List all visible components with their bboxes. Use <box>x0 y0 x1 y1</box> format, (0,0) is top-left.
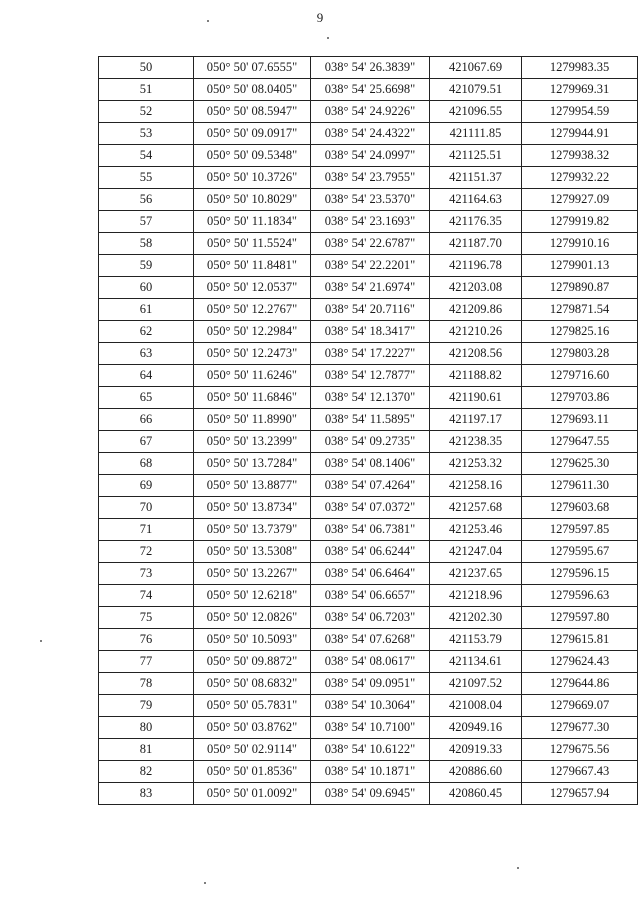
x-coordinate-cell: 421210.26 <box>430 321 522 343</box>
longitude-cell: 038° 54' 18.3417" <box>311 321 430 343</box>
longitude-cell: 038° 54' 12.7877" <box>311 365 430 387</box>
latitude-cell: 050° 50' 08.6832" <box>194 673 311 695</box>
point-number-cell: 71 <box>99 519 194 541</box>
longitude-cell: 038° 54' 12.1370" <box>311 387 430 409</box>
latitude-cell: 050° 50' 10.3726" <box>194 167 311 189</box>
longitude-cell: 038° 54' 25.6698" <box>311 79 430 101</box>
table-row <box>99 651 638 673</box>
y-coordinate-cell: 1279932.22 <box>522 167 638 189</box>
longitude-cell: 038° 54' 10.7100" <box>311 717 430 739</box>
table-row <box>99 475 638 497</box>
latitude-cell: 050° 50' 09.5348" <box>194 145 311 167</box>
scan-speck <box>40 640 42 642</box>
latitude-cell: 050° 50' 07.6555" <box>194 57 311 79</box>
x-coordinate-cell: 421096.55 <box>430 101 522 123</box>
x-coordinate-cell: 421203.08 <box>430 277 522 299</box>
x-coordinate-cell: 421153.79 <box>430 629 522 651</box>
point-number-cell: 52 <box>99 101 194 123</box>
point-number-cell: 50 <box>99 57 194 79</box>
longitude-cell: 038° 54' 24.9226" <box>311 101 430 123</box>
x-coordinate-cell: 421125.51 <box>430 145 522 167</box>
latitude-cell: 050° 50' 12.6218" <box>194 585 311 607</box>
point-number-cell: 68 <box>99 453 194 475</box>
y-coordinate-cell: 1279944.91 <box>522 123 638 145</box>
table-row <box>99 255 638 277</box>
point-number-cell: 75 <box>99 607 194 629</box>
longitude-cell: 038° 54' 08.1406" <box>311 453 430 475</box>
table-row <box>99 189 638 211</box>
longitude-cell: 038° 54' 22.6787" <box>311 233 430 255</box>
point-number-cell: 59 <box>99 255 194 277</box>
y-coordinate-cell: 1279667.43 <box>522 761 638 783</box>
latitude-cell: 050° 50' 13.8877" <box>194 475 311 497</box>
point-number-cell: 55 <box>99 167 194 189</box>
point-number-cell: 63 <box>99 343 194 365</box>
y-coordinate-cell: 1279703.86 <box>522 387 638 409</box>
latitude-cell: 050° 50' 13.2399" <box>194 431 311 453</box>
x-coordinate-cell: 421097.52 <box>430 673 522 695</box>
table-row <box>99 299 638 321</box>
table-row <box>99 563 638 585</box>
point-number-cell: 79 <box>99 695 194 717</box>
x-coordinate-cell: 420886.60 <box>430 761 522 783</box>
x-coordinate-cell: 421196.78 <box>430 255 522 277</box>
x-coordinate-cell: 420949.16 <box>430 717 522 739</box>
x-coordinate-cell: 421218.96 <box>430 585 522 607</box>
x-coordinate-cell: 421067.69 <box>430 57 522 79</box>
longitude-cell: 038° 54' 08.0617" <box>311 651 430 673</box>
table-row <box>99 519 638 541</box>
latitude-cell: 050° 50' 09.0917" <box>194 123 311 145</box>
table-row <box>99 739 638 761</box>
table-row <box>99 673 638 695</box>
point-number-cell: 65 <box>99 387 194 409</box>
scan-speck <box>204 882 206 884</box>
y-coordinate-cell: 1279597.85 <box>522 519 638 541</box>
page-number: 9 <box>316 10 324 25</box>
longitude-cell: 038° 54' 06.6244" <box>311 541 430 563</box>
latitude-cell: 050° 50' 12.0826" <box>194 607 311 629</box>
table-row <box>99 387 638 409</box>
y-coordinate-cell: 1279910.16 <box>522 233 638 255</box>
table-row <box>99 607 638 629</box>
table-row <box>99 211 638 233</box>
y-coordinate-cell: 1279675.56 <box>522 739 638 761</box>
point-number-cell: 57 <box>99 211 194 233</box>
point-number-cell: 66 <box>99 409 194 431</box>
latitude-cell: 050° 50' 12.2767" <box>194 299 311 321</box>
longitude-cell: 038° 54' 07.0372" <box>311 497 430 519</box>
x-coordinate-cell: 421187.70 <box>430 233 522 255</box>
longitude-cell: 038° 54' 10.6122" <box>311 739 430 761</box>
latitude-cell: 050° 50' 11.8481" <box>194 255 311 277</box>
x-coordinate-cell: 421247.04 <box>430 541 522 563</box>
y-coordinate-cell: 1279693.11 <box>522 409 638 431</box>
table-row <box>99 79 638 101</box>
point-number-cell: 72 <box>99 541 194 563</box>
latitude-cell: 050° 50' 13.8734" <box>194 497 311 519</box>
y-coordinate-cell: 1279901.13 <box>522 255 638 277</box>
latitude-cell: 050° 50' 11.6846" <box>194 387 311 409</box>
latitude-cell: 050° 50' 11.8990" <box>194 409 311 431</box>
latitude-cell: 050° 50' 13.7379" <box>194 519 311 541</box>
point-number-cell: 78 <box>99 673 194 695</box>
point-number-cell: 51 <box>99 79 194 101</box>
longitude-cell: 038° 54' 24.4322" <box>311 123 430 145</box>
x-coordinate-cell: 421253.32 <box>430 453 522 475</box>
y-coordinate-cell: 1279919.82 <box>522 211 638 233</box>
latitude-cell: 050° 50' 12.2984" <box>194 321 311 343</box>
scan-speck <box>207 20 209 22</box>
longitude-cell: 038° 54' 17.2227" <box>311 343 430 365</box>
table-row <box>99 497 638 519</box>
table-row <box>99 343 638 365</box>
point-number-cell: 67 <box>99 431 194 453</box>
x-coordinate-cell: 421197.17 <box>430 409 522 431</box>
x-coordinate-cell: 421253.46 <box>430 519 522 541</box>
x-coordinate-cell: 421134.61 <box>430 651 522 673</box>
y-coordinate-cell: 1279871.54 <box>522 299 638 321</box>
table-row <box>99 145 638 167</box>
x-coordinate-cell: 421176.35 <box>430 211 522 233</box>
longitude-cell: 038° 54' 24.0997" <box>311 145 430 167</box>
latitude-cell: 050° 50' 13.7284" <box>194 453 311 475</box>
latitude-cell: 050° 50' 01.8536" <box>194 761 311 783</box>
longitude-cell: 038° 54' 07.6268" <box>311 629 430 651</box>
y-coordinate-cell: 1279954.59 <box>522 101 638 123</box>
latitude-cell: 050° 50' 13.5308" <box>194 541 311 563</box>
table-row <box>99 783 638 805</box>
x-coordinate-cell: 421190.61 <box>430 387 522 409</box>
point-number-cell: 83 <box>99 783 194 805</box>
longitude-cell: 038° 54' 23.1693" <box>311 211 430 233</box>
latitude-cell: 050° 50' 08.5947" <box>194 101 311 123</box>
y-coordinate-cell: 1279615.81 <box>522 629 638 651</box>
y-coordinate-cell: 1279624.43 <box>522 651 638 673</box>
longitude-cell: 038° 54' 06.7381" <box>311 519 430 541</box>
longitude-cell: 038° 54' 11.5895" <box>311 409 430 431</box>
longitude-cell: 038° 54' 22.2201" <box>311 255 430 277</box>
point-number-cell: 82 <box>99 761 194 783</box>
latitude-cell: 050° 50' 09.8872" <box>194 651 311 673</box>
x-coordinate-cell: 421151.37 <box>430 167 522 189</box>
table-row <box>99 409 638 431</box>
longitude-cell: 038° 54' 23.5370" <box>311 189 430 211</box>
table-row <box>99 57 638 79</box>
point-number-cell: 58 <box>99 233 194 255</box>
x-coordinate-cell: 421008.04 <box>430 695 522 717</box>
latitude-cell: 050° 50' 12.2473" <box>194 343 311 365</box>
y-coordinate-cell: 1279669.07 <box>522 695 638 717</box>
latitude-cell: 050° 50' 01.0092" <box>194 783 311 805</box>
longitude-cell: 038° 54' 20.7116" <box>311 299 430 321</box>
latitude-cell: 050° 50' 10.8029" <box>194 189 311 211</box>
longitude-cell: 038° 54' 10.1871" <box>311 761 430 783</box>
y-coordinate-cell: 1279983.35 <box>522 57 638 79</box>
table-row <box>99 761 638 783</box>
table-row <box>99 717 638 739</box>
latitude-cell: 050° 50' 11.5524" <box>194 233 311 255</box>
coordinates-table <box>98 56 638 805</box>
point-number-cell: 70 <box>99 497 194 519</box>
latitude-cell: 050° 50' 13.2267" <box>194 563 311 585</box>
point-number-cell: 73 <box>99 563 194 585</box>
table-row <box>99 431 638 453</box>
table-row <box>99 629 638 651</box>
latitude-cell: 050° 50' 11.6246" <box>194 365 311 387</box>
latitude-cell: 050° 50' 12.0537" <box>194 277 311 299</box>
x-coordinate-cell: 421208.56 <box>430 343 522 365</box>
y-coordinate-cell: 1279657.94 <box>522 783 638 805</box>
x-coordinate-cell: 420860.45 <box>430 783 522 805</box>
longitude-cell: 038° 54' 10.3064" <box>311 695 430 717</box>
table-row <box>99 541 638 563</box>
y-coordinate-cell: 1279596.15 <box>522 563 638 585</box>
y-coordinate-cell: 1279927.09 <box>522 189 638 211</box>
point-number-cell: 62 <box>99 321 194 343</box>
x-coordinate-cell: 421188.82 <box>430 365 522 387</box>
table-row <box>99 101 638 123</box>
y-coordinate-cell: 1279603.68 <box>522 497 638 519</box>
x-coordinate-cell: 421257.68 <box>430 497 522 519</box>
y-coordinate-cell: 1279644.86 <box>522 673 638 695</box>
point-number-cell: 77 <box>99 651 194 673</box>
table-row <box>99 277 638 299</box>
y-coordinate-cell: 1279625.30 <box>522 453 638 475</box>
point-number-cell: 69 <box>99 475 194 497</box>
table-row <box>99 695 638 717</box>
table-row <box>99 123 638 145</box>
point-number-cell: 81 <box>99 739 194 761</box>
y-coordinate-cell: 1279611.30 <box>522 475 638 497</box>
latitude-cell: 050° 50' 03.8762" <box>194 717 311 739</box>
longitude-cell: 038° 54' 21.6974" <box>311 277 430 299</box>
table-row <box>99 321 638 343</box>
table-row <box>99 585 638 607</box>
latitude-cell: 050° 50' 02.9114" <box>194 739 311 761</box>
y-coordinate-cell: 1279595.67 <box>522 541 638 563</box>
longitude-cell: 038° 54' 06.6657" <box>311 585 430 607</box>
latitude-cell: 050° 50' 10.5093" <box>194 629 311 651</box>
scan-speck <box>517 867 519 869</box>
y-coordinate-cell: 1279677.30 <box>522 717 638 739</box>
x-coordinate-cell: 421111.85 <box>430 123 522 145</box>
longitude-cell: 038° 54' 06.7203" <box>311 607 430 629</box>
table-row <box>99 233 638 255</box>
y-coordinate-cell: 1279890.87 <box>522 277 638 299</box>
table-row <box>99 453 638 475</box>
longitude-cell: 038° 54' 06.6464" <box>311 563 430 585</box>
latitude-cell: 050° 50' 05.7831" <box>194 695 311 717</box>
point-number-cell: 60 <box>99 277 194 299</box>
point-number-cell: 53 <box>99 123 194 145</box>
point-number-cell: 80 <box>99 717 194 739</box>
y-coordinate-cell: 1279597.80 <box>522 607 638 629</box>
table-row <box>99 365 638 387</box>
x-coordinate-cell: 421209.86 <box>430 299 522 321</box>
longitude-cell: 038° 54' 09.6945" <box>311 783 430 805</box>
longitude-cell: 038° 54' 26.3839" <box>311 57 430 79</box>
y-coordinate-cell: 1279716.60 <box>522 365 638 387</box>
y-coordinate-cell: 1279825.16 <box>522 321 638 343</box>
point-number-cell: 64 <box>99 365 194 387</box>
point-number-cell: 56 <box>99 189 194 211</box>
point-number-cell: 61 <box>99 299 194 321</box>
point-number-cell: 54 <box>99 145 194 167</box>
longitude-cell: 038° 54' 09.2735" <box>311 431 430 453</box>
table-row <box>99 167 638 189</box>
x-coordinate-cell: 421258.16 <box>430 475 522 497</box>
y-coordinate-cell: 1279803.28 <box>522 343 638 365</box>
latitude-cell: 050° 50' 08.0405" <box>194 79 311 101</box>
x-coordinate-cell: 421079.51 <box>430 79 522 101</box>
x-coordinate-cell: 421237.65 <box>430 563 522 585</box>
x-coordinate-cell: 420919.33 <box>430 739 522 761</box>
y-coordinate-cell: 1279969.31 <box>522 79 638 101</box>
y-coordinate-cell: 1279938.32 <box>522 145 638 167</box>
longitude-cell: 038° 54' 09.0951" <box>311 673 430 695</box>
x-coordinate-cell: 421202.30 <box>430 607 522 629</box>
x-coordinate-cell: 421164.63 <box>430 189 522 211</box>
coordinates-table-body <box>99 57 638 805</box>
x-coordinate-cell: 421238.35 <box>430 431 522 453</box>
latitude-cell: 050° 50' 11.1834" <box>194 211 311 233</box>
longitude-cell: 038° 54' 07.4264" <box>311 475 430 497</box>
point-number-cell: 74 <box>99 585 194 607</box>
point-number-cell: 76 <box>99 629 194 651</box>
y-coordinate-cell: 1279596.63 <box>522 585 638 607</box>
longitude-cell: 038° 54' 23.7955" <box>311 167 430 189</box>
y-coordinate-cell: 1279647.55 <box>522 431 638 453</box>
scan-speck <box>327 37 329 39</box>
